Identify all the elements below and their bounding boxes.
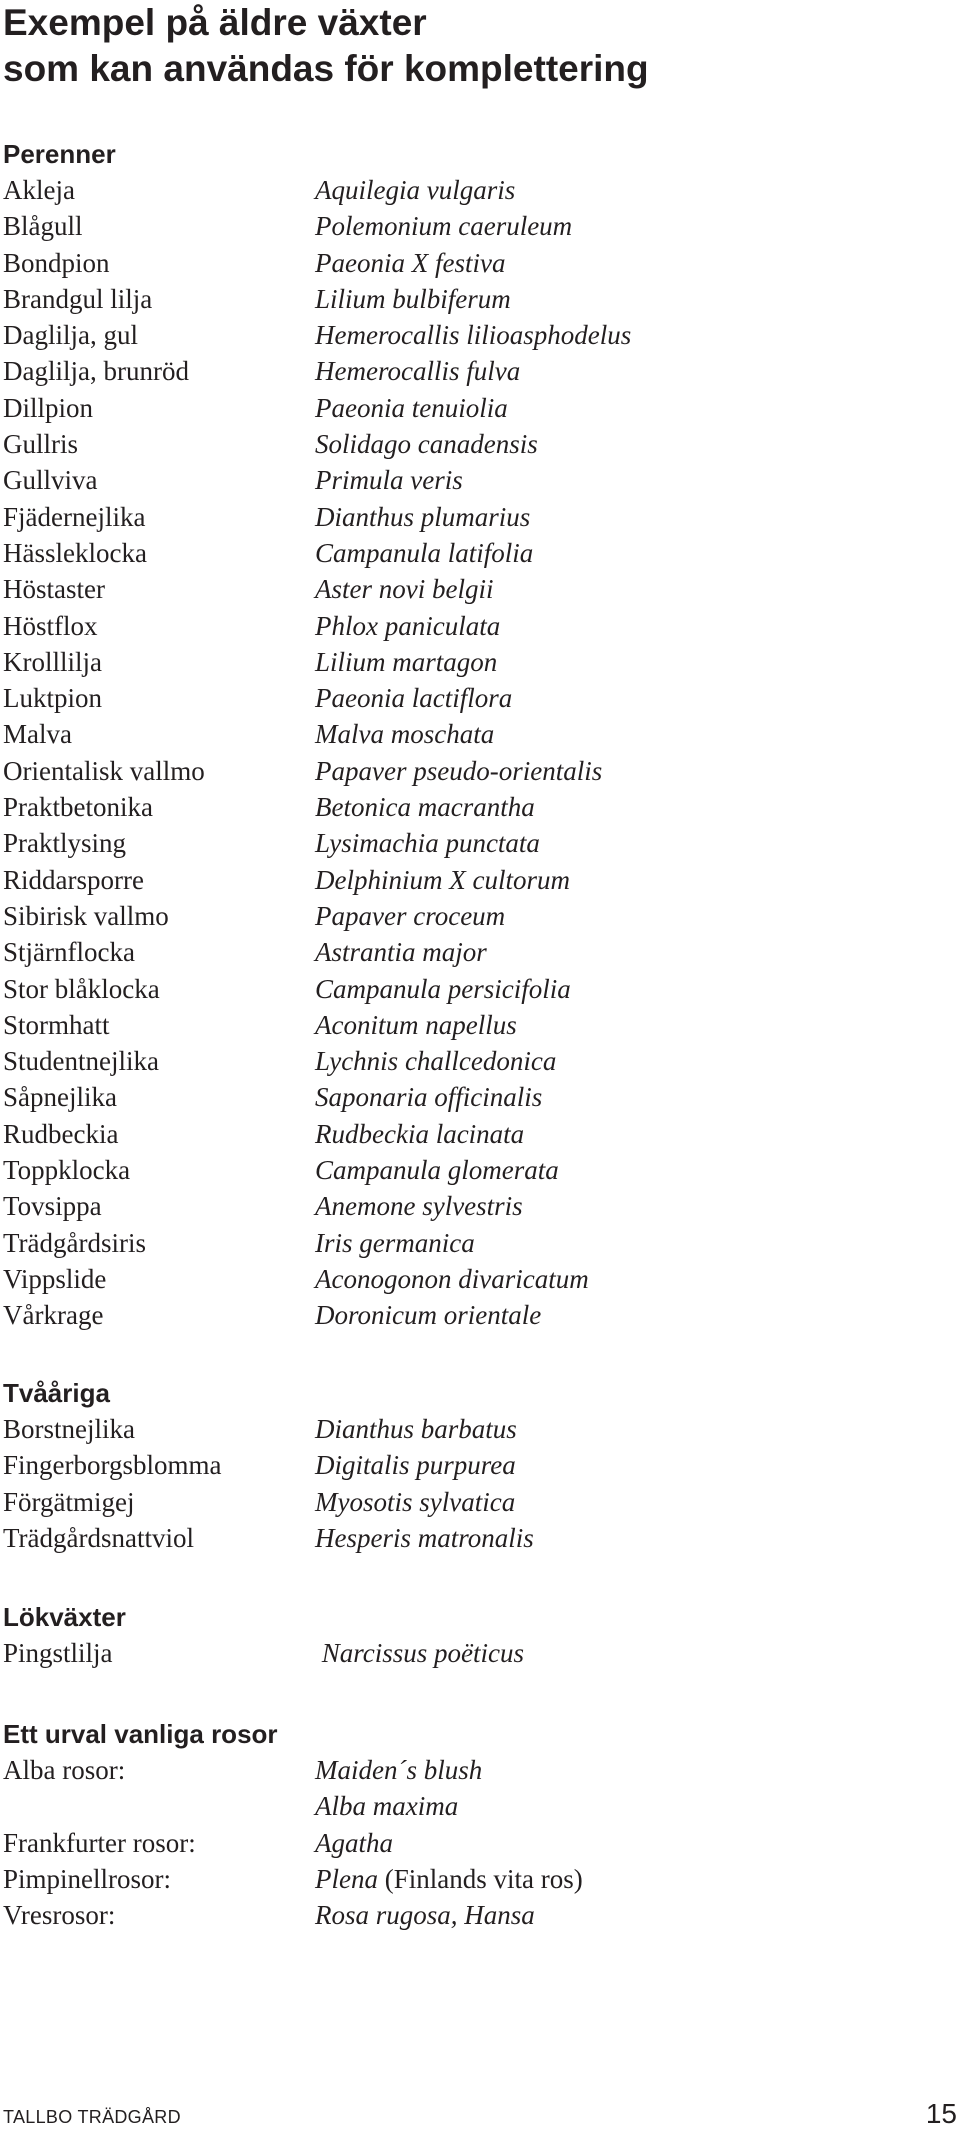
- latin-name: Aconogonon divaricatum: [315, 1263, 589, 1294]
- latin-name: Paeonia tenuiolia: [315, 392, 508, 423]
- latin-name: Aquilegia vulgaris: [315, 175, 516, 205]
- common-name: Tovsippa: [3, 1191, 102, 1222]
- section-rosor: [0, 1716, 960, 1933]
- list-item: [0, 1297, 960, 1333]
- common-name: Alba rosor:: [3, 1755, 126, 1785]
- list-item: [0, 535, 960, 571]
- latin-name: Aconitum napellus: [315, 1009, 517, 1040]
- list-item: [0, 1116, 960, 1152]
- footer-publisher: TALLBO TRÄDGÅRD: [3, 2107, 181, 2127]
- latin-name: Maiden´s blush: [315, 1755, 483, 1785]
- common-name: Stjärnflocka: [3, 937, 135, 968]
- common-name: [0, 1788, 315, 1824]
- common-name: Pimpinellrosor:: [3, 1863, 171, 1894]
- title-line-2: som kan användas för komplettering: [3, 48, 649, 89]
- common-name: Daglilja, brunröd: [3, 356, 189, 387]
- common-name: Blågull: [3, 211, 83, 242]
- title-line-1: Exempel på äldre växter: [3, 2, 427, 43]
- common-name: Vresrosor:: [3, 1900, 116, 1931]
- list-item: [0, 644, 960, 680]
- common-name: Sibirisk vallmo: [3, 900, 169, 931]
- latin-name: Doronicum orientale: [315, 1300, 542, 1331]
- latin-name: Lysimachia punctata: [315, 828, 540, 859]
- section-heading: Perenner: [3, 139, 116, 169]
- list-item: [0, 1897, 960, 1933]
- common-name: Akleja: [3, 175, 75, 205]
- common-name: Pingstlilja: [3, 1638, 113, 1668]
- latin-name: Paeonia lactiflora: [315, 683, 513, 714]
- common-name: Fjädernejlika: [3, 501, 146, 532]
- common-name: Krolllilja: [3, 646, 102, 677]
- latin-name: Primula veris: [315, 465, 463, 496]
- common-name: Vippslide: [3, 1263, 107, 1294]
- list-item: [0, 1752, 960, 1788]
- page-number: 15: [925, 2098, 957, 2129]
- list-item: [0, 1225, 960, 1261]
- section-heading: Lökväxter: [3, 1602, 126, 1632]
- common-name: Stor blåklocka: [3, 973, 160, 1004]
- list-item: [0, 1261, 960, 1297]
- latin-name: Myosotis sylvatica: [315, 1486, 516, 1517]
- latin-name: Hesperis matronalis: [315, 1522, 534, 1553]
- list-item: [0, 753, 960, 789]
- list-item: [0, 898, 960, 934]
- common-name: Gullris: [3, 429, 79, 460]
- common-name: Dillpion: [3, 392, 94, 423]
- common-name: Hässleklocka: [3, 537, 147, 568]
- latin-name: Plena: [315, 1863, 378, 1894]
- list-item: [0, 462, 960, 498]
- common-name: Höstflox: [3, 610, 98, 641]
- latin-name: Delphinium X cultorum: [315, 864, 570, 895]
- common-name: Höstaster: [3, 574, 105, 605]
- latin-name: Hemerocallis fulva: [315, 356, 521, 387]
- list-item: [0, 1007, 960, 1043]
- list-item: [0, 1861, 960, 1897]
- list-item: [0, 789, 960, 825]
- page-title: [3, 0, 649, 92]
- latin-name: Anemone sylvestris: [315, 1191, 523, 1222]
- common-name: Vårkrage: [3, 1300, 104, 1331]
- latin-name: Campanula persicifolia: [315, 973, 571, 1004]
- latin-name: Agatha: [315, 1827, 393, 1858]
- common-name: Trädgårdsiris: [3, 1227, 147, 1258]
- common-name: Praktlysing: [3, 828, 127, 859]
- list-item: [0, 1188, 960, 1224]
- list-item: [0, 1635, 960, 1671]
- list-item: [0, 716, 960, 752]
- list-item: [0, 499, 960, 535]
- latin-name: Alba maxima: [315, 1791, 459, 1822]
- latin-name: Papaver croceum: [315, 900, 506, 931]
- common-name: Malva: [3, 719, 72, 750]
- latin-name: Campanula glomerata: [315, 1155, 559, 1186]
- list-item: [0, 426, 960, 462]
- common-name: Borstnejlika: [3, 1414, 135, 1444]
- latin-name: Aster novi belgii: [315, 574, 494, 605]
- list-item: [0, 1788, 960, 1824]
- common-name: Förgätmigej: [3, 1486, 135, 1517]
- common-name: Toppklocka: [3, 1155, 131, 1186]
- latin-name: Lilium bulbiferum: [315, 283, 511, 314]
- latin-name: Dianthus plumarius: [315, 501, 531, 532]
- latin-note: (Finlands vita ros): [377, 1863, 583, 1894]
- latin-name: Lilium martagon: [315, 646, 498, 677]
- common-name: Rudbeckia: [3, 1118, 119, 1149]
- list-item: [0, 934, 960, 970]
- latin-name: Astrantia major: [315, 937, 487, 968]
- list-item: [0, 1484, 960, 1520]
- list-item: [0, 1447, 960, 1483]
- common-name: Brandgul lilja: [3, 283, 153, 314]
- common-name: Gullviva: [3, 465, 98, 496]
- list-item: [0, 1079, 960, 1115]
- section-heading: Tvååriga: [3, 1378, 110, 1408]
- list-item: [0, 825, 960, 861]
- latin-name: Malva moschata: [315, 719, 495, 750]
- list-item: [0, 571, 960, 607]
- list-item: [0, 281, 960, 317]
- latin-name: Hemerocallis lilioasphodelus: [315, 320, 632, 351]
- latin-name: Saponaria officinalis: [315, 1082, 543, 1113]
- list-item: [0, 608, 960, 644]
- common-name: Frankfurter rosor:: [3, 1827, 196, 1858]
- latin-name: Digitalis purpurea: [315, 1450, 516, 1481]
- list-item: [0, 1825, 960, 1861]
- list-item: [0, 353, 960, 389]
- common-name: Orientalisk vallmo: [3, 755, 205, 786]
- latin-name: Betonica macrantha: [315, 792, 535, 823]
- latin-name: Polemonium caeruleum: [315, 211, 573, 242]
- latin-name: Papaver pseudo-orientalis: [315, 755, 603, 786]
- common-name: Daglilja, gul: [3, 320, 138, 351]
- latin-name: Paeonia X festiva: [315, 247, 506, 278]
- latin-name: Solidago canadensis: [315, 429, 538, 460]
- common-name: Fingerborgsblomma: [3, 1450, 222, 1481]
- latin-name: Campanula latifolia: [315, 537, 534, 568]
- list-item: [0, 1043, 960, 1079]
- latin-name: Phlox paniculata: [315, 610, 501, 641]
- list-item: [0, 1152, 960, 1188]
- list-item: [0, 208, 960, 244]
- latin-name: Lychnis challcedonica: [315, 1046, 557, 1077]
- latin-name: Narcissus poëticus: [315, 1638, 524, 1668]
- list-item: [0, 390, 960, 426]
- list-item: [0, 1520, 960, 1556]
- list-item: [0, 680, 960, 716]
- list-item: [0, 862, 960, 898]
- latin-name: Rosa rugosa, Hansa: [315, 1900, 535, 1931]
- common-name: Stormhatt: [3, 1009, 110, 1040]
- common-name: Bondpion: [3, 247, 110, 278]
- list-item: [0, 971, 960, 1007]
- common-name: Riddarsporre: [3, 864, 144, 895]
- section-heading: Ett urval vanliga rosor: [3, 1719, 278, 1749]
- section-tvaariga: [0, 1375, 960, 1556]
- section-lokvaxter: [0, 1599, 960, 1671]
- common-name: Såpnejlika: [3, 1082, 117, 1113]
- latin-name: Rudbeckia lacinata: [315, 1118, 525, 1149]
- common-name: Studentnejlika: [3, 1046, 159, 1077]
- list-item: [0, 1411, 960, 1447]
- latin-name: Dianthus barbatus: [315, 1414, 517, 1444]
- section-perenner: [0, 136, 960, 1334]
- common-name: Praktbetonika: [3, 792, 153, 823]
- latin-name: Iris germanica: [315, 1227, 475, 1258]
- common-name: Trädgårdsnattviol: [3, 1522, 194, 1553]
- list-item: [0, 245, 960, 281]
- list-item: [0, 172, 960, 208]
- list-item: [0, 317, 960, 353]
- common-name: Luktpion: [3, 683, 102, 714]
